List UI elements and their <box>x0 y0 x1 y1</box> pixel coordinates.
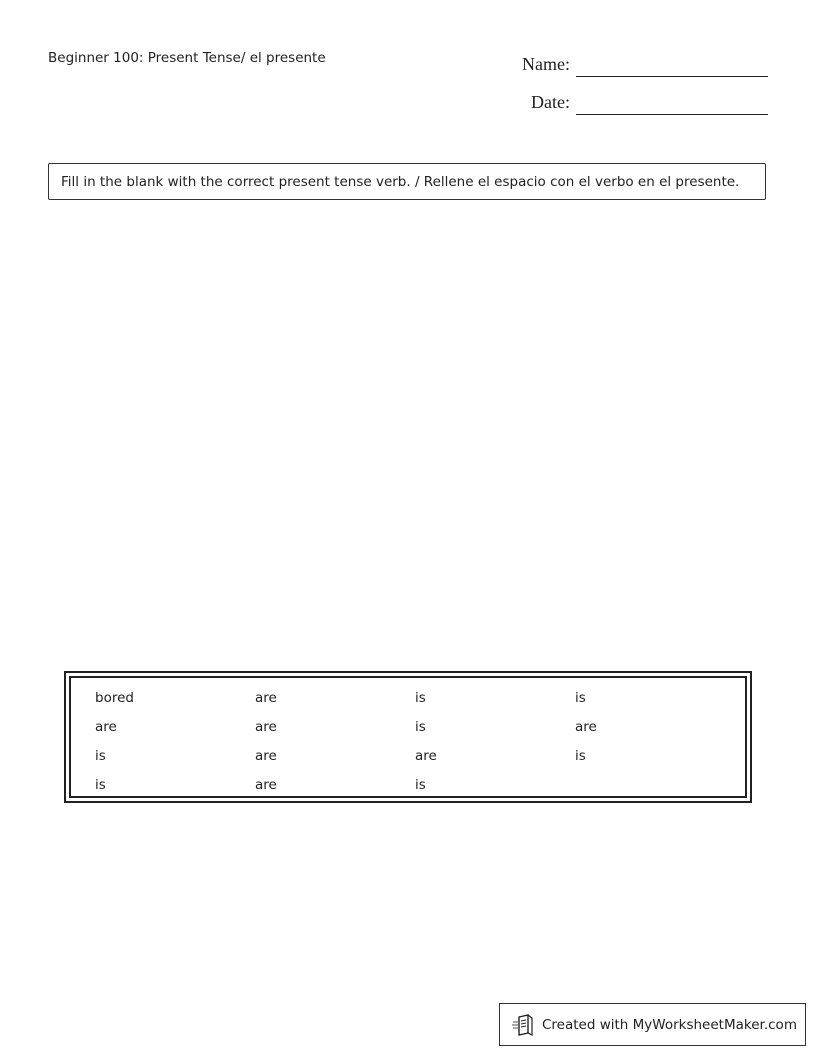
word-bank-item: is <box>95 748 106 764</box>
instructions-text: Fill in the blank with the correct present tense verb. / Rellene el espacio con el verbo en el presente. <box>61 173 740 190</box>
book-logo-icon <box>512 1014 534 1036</box>
word-bank-item: is <box>575 690 586 706</box>
word-bank-item: bored <box>95 690 134 706</box>
word-bank-item: is <box>415 719 426 735</box>
word-bank-item: are <box>575 719 597 735</box>
word-bank-item: is <box>575 748 586 764</box>
created-with-badge[interactable] <box>499 1003 806 1046</box>
name-blank-line <box>576 50 768 77</box>
name-label: Name: <box>522 54 570 74</box>
word-bank-item: are <box>95 719 117 735</box>
word-bank-item: are <box>255 777 277 793</box>
name-field <box>522 50 768 77</box>
word-bank-item: are <box>255 748 277 764</box>
word-bank-item: are <box>415 748 437 764</box>
word-bank-item: is <box>415 777 426 793</box>
instructions-box <box>48 163 766 200</box>
word-bank-item: is <box>415 690 426 706</box>
created-with-label: Created with MyWorksheetMaker.com <box>542 1016 797 1033</box>
word-bank <box>64 671 752 803</box>
word-bank-inner-border <box>69 676 747 798</box>
date-blank-line <box>576 88 768 115</box>
worksheet-title: Beginner 100: Present Tense/ el presente <box>48 50 326 66</box>
date-label: Date: <box>531 92 570 112</box>
word-bank-item: are <box>255 719 277 735</box>
word-bank-item: are <box>255 690 277 706</box>
word-bank-item: is <box>95 777 106 793</box>
date-field <box>531 88 768 115</box>
